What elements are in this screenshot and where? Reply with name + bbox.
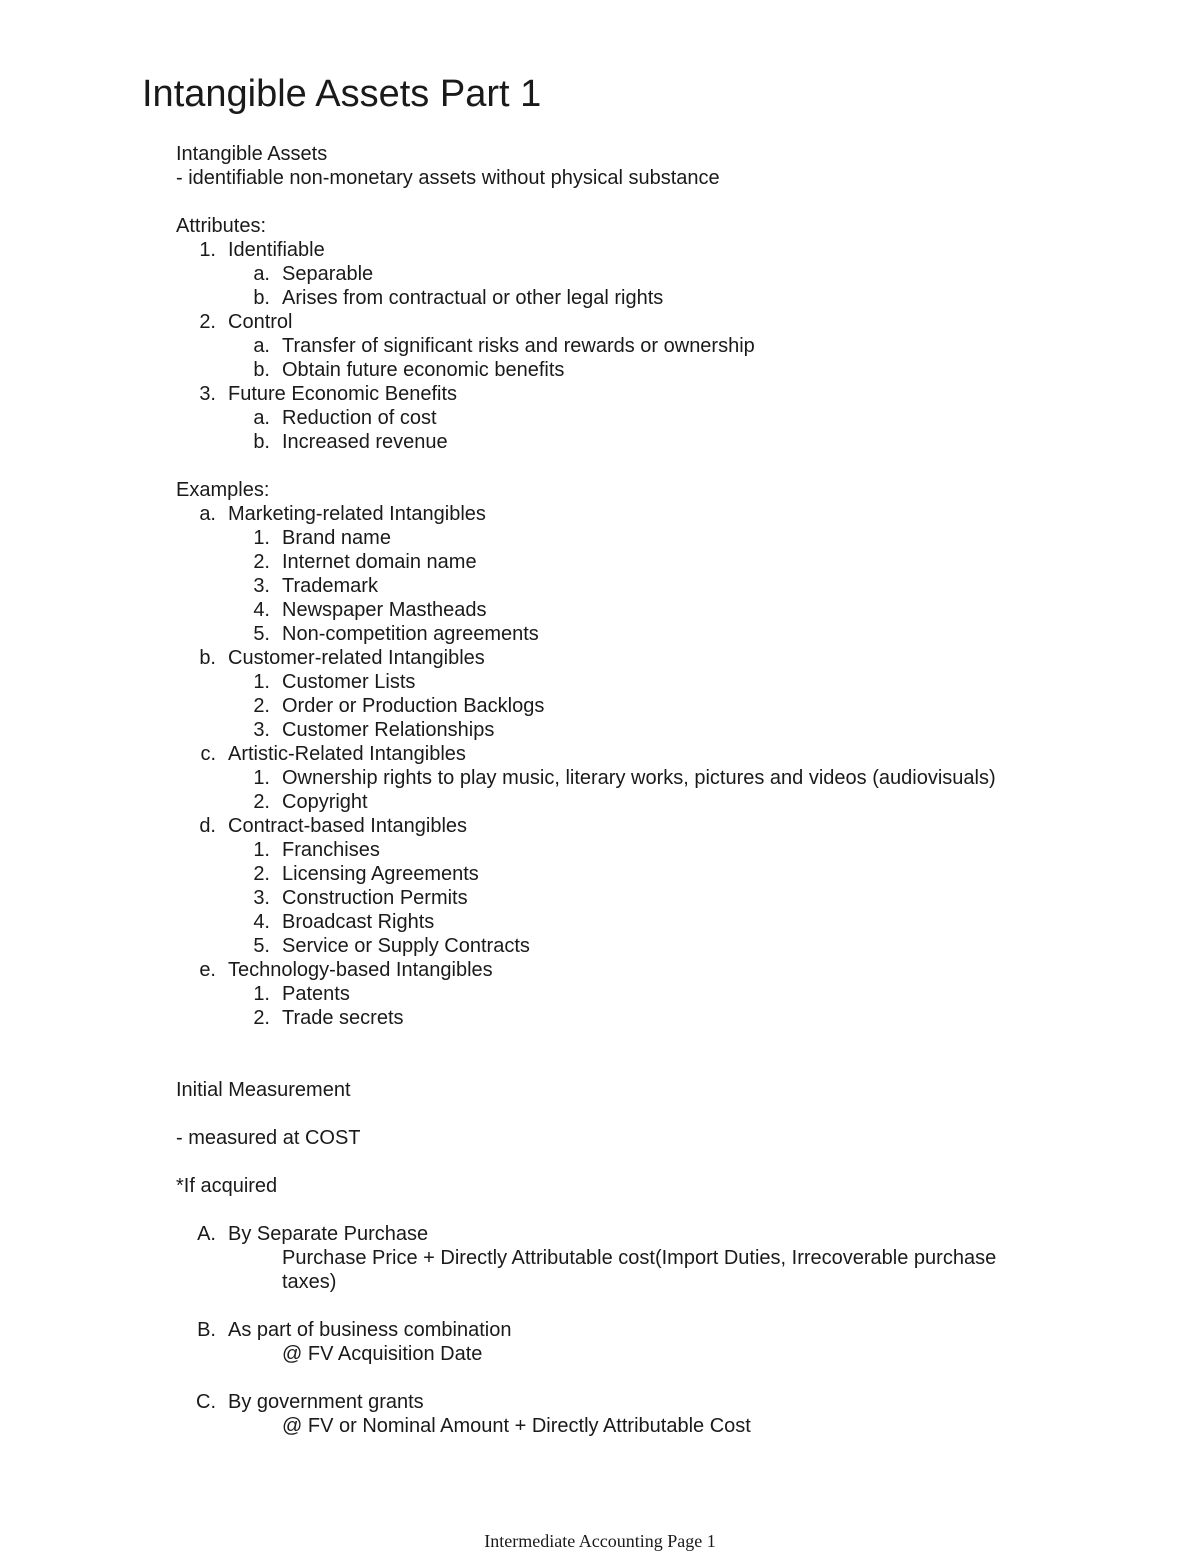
page-footer: Intermediate Accounting Page 1 xyxy=(484,1531,716,1551)
list-marker: 2. xyxy=(253,791,270,813)
list-marker: 1. xyxy=(253,671,270,693)
list-item-label: Reduction of cost xyxy=(282,407,437,429)
list-marker: 3. xyxy=(199,383,216,405)
intro-heading: Intangible Assets xyxy=(176,143,328,165)
sub-list-item xyxy=(176,766,1136,790)
list-item-label: Trade secrets xyxy=(282,1007,404,1029)
measurement-acquired-line: *If acquired xyxy=(176,1175,278,1197)
sub-list-item xyxy=(176,790,1136,814)
list-item-label: Patents xyxy=(282,983,350,1005)
list-marker: a. xyxy=(253,407,270,429)
list-item xyxy=(176,238,1136,262)
list-marker: b. xyxy=(199,647,216,669)
list-item-label: Newspaper Mastheads xyxy=(282,599,487,621)
list-marker: a. xyxy=(253,335,270,357)
measurement-detail: taxes) xyxy=(282,1271,337,1293)
spacer xyxy=(176,1150,1136,1174)
list-item-label: Customer Lists xyxy=(282,671,416,693)
list-item-label: Increased revenue xyxy=(282,431,448,453)
list-marker: C. xyxy=(196,1391,216,1413)
list-item-label: Technology-based Intangibles xyxy=(228,959,493,981)
list-item-label: Internet domain name xyxy=(282,551,477,573)
list-marker: 2. xyxy=(253,863,270,885)
list-item-label: Franchises xyxy=(282,839,380,861)
spacer xyxy=(176,190,1136,214)
spacer xyxy=(176,1054,1136,1078)
list-item-label: By government grants xyxy=(228,1391,424,1413)
list-item-label: Customer-related Intangibles xyxy=(228,647,485,669)
list-marker: 2. xyxy=(253,1007,270,1029)
list-marker: 3. xyxy=(253,575,270,597)
list-item-label: Brand name xyxy=(282,527,391,549)
sub-list-item xyxy=(176,982,1136,1006)
measurement-item xyxy=(176,1390,1136,1414)
list-item-label: Identifiable xyxy=(228,239,325,261)
list-marker: B. xyxy=(197,1319,216,1341)
list-item-label: Broadcast Rights xyxy=(282,911,435,933)
spacer xyxy=(176,1294,1136,1318)
list-marker: 3. xyxy=(253,887,270,909)
spacer xyxy=(176,454,1136,478)
sub-list-item xyxy=(176,910,1136,934)
spacer xyxy=(176,1366,1136,1390)
list-item xyxy=(176,310,1136,334)
measurement-item xyxy=(176,1222,1136,1246)
list-marker: 3. xyxy=(253,719,270,741)
spacer xyxy=(176,1198,1136,1222)
list-item-label: Trademark xyxy=(282,575,378,597)
sub-list-item xyxy=(176,598,1136,622)
list-item-label: Non-competition agreements xyxy=(282,623,539,645)
list-marker: b. xyxy=(253,359,270,381)
list-marker: 1. xyxy=(253,527,270,549)
sub-list-item xyxy=(176,1006,1136,1030)
list-item-label: Customer Relationships xyxy=(282,719,495,741)
sub-list-item xyxy=(176,334,1136,358)
sub-list-item xyxy=(176,862,1136,886)
list-item-label: By Separate Purchase xyxy=(228,1223,429,1245)
list-item xyxy=(176,814,1136,838)
sub-list-item xyxy=(176,406,1136,430)
sub-list-item xyxy=(176,718,1136,742)
measurement-item xyxy=(176,1318,1136,1342)
sub-list-item xyxy=(176,574,1136,598)
list-item-label: Artistic-Related Intangibles xyxy=(228,743,466,765)
examples-heading: Examples: xyxy=(176,479,270,501)
spacer xyxy=(176,1030,1136,1054)
list-marker: b. xyxy=(253,431,270,453)
sub-list-item xyxy=(176,670,1136,694)
list-item-label: Ownership rights to play music, literary works, pictures and videos (audiovisuals) xyxy=(282,767,996,789)
list-marker: 2. xyxy=(253,551,270,573)
sub-list-item xyxy=(176,526,1136,550)
list-marker: 5. xyxy=(253,623,270,645)
list-item-label: Licensing Agreements xyxy=(282,863,479,885)
list-item-label: Future Economic Benefits xyxy=(228,383,457,405)
list-item-label: Construction Permits xyxy=(282,887,468,909)
sub-list-item xyxy=(176,622,1136,646)
list-marker: 1. xyxy=(253,767,270,789)
list-marker: a. xyxy=(199,503,216,525)
list-item-label: Transfer of significant risks and rewards or ownership xyxy=(282,335,755,357)
list-item xyxy=(176,646,1136,670)
intro-definition: - identifiable non-monetary assets without physical substance xyxy=(176,167,720,189)
measurement-list xyxy=(176,1222,1136,1438)
list-marker: 1. xyxy=(253,839,270,861)
list-marker: 2. xyxy=(253,695,270,717)
list-item-label: Separable xyxy=(282,263,374,285)
list-item-label: Marketing-related Intangibles xyxy=(228,503,486,525)
sub-list-item xyxy=(176,358,1136,382)
sub-list-item xyxy=(176,886,1136,910)
sub-list-item xyxy=(176,934,1136,958)
list-marker: a. xyxy=(253,263,270,285)
list-item xyxy=(176,958,1136,982)
sub-list-item xyxy=(176,838,1136,862)
list-marker: 5. xyxy=(253,935,270,957)
measurement-detail: @ FV or Nominal Amount + Directly Attributable Cost xyxy=(282,1415,751,1437)
sub-list-item xyxy=(176,286,1136,310)
list-marker: 4. xyxy=(253,911,270,933)
attributes-list xyxy=(176,238,1136,454)
list-item-label: Order or Production Backlogs xyxy=(282,695,545,717)
page-title: Intangible Assets Part 1 xyxy=(142,73,542,115)
spacer xyxy=(176,1102,1136,1126)
sub-list-item xyxy=(176,550,1136,574)
measurement-detail: Purchase Price + Directly Attributable cost(Import Duties, Irrecoverable purchase xyxy=(282,1247,997,1269)
list-marker: 4. xyxy=(253,599,270,621)
list-marker: 1. xyxy=(253,983,270,1005)
measurement-heading: Initial Measurement xyxy=(176,1079,351,1101)
list-marker: d. xyxy=(199,815,216,837)
list-item-label: Arises from contractual or other legal rights xyxy=(282,287,664,309)
list-marker: b. xyxy=(253,287,270,309)
document-body xyxy=(176,142,1136,1438)
list-item-label: Obtain future economic benefits xyxy=(282,359,565,381)
sub-list-item xyxy=(176,262,1136,286)
list-marker: 1. xyxy=(199,239,216,261)
list-item xyxy=(176,382,1136,406)
list-marker: c. xyxy=(200,743,216,765)
list-item-label: Service or Supply Contracts xyxy=(282,935,530,957)
list-item-label: Contract-based Intangibles xyxy=(228,815,468,837)
measurement-cost-line: - measured at COST xyxy=(176,1127,361,1149)
sub-list-item xyxy=(176,694,1136,718)
list-item-label: Copyright xyxy=(282,791,368,813)
list-item-label: As part of business combination xyxy=(228,1319,512,1341)
measurement-detail: @ FV Acquisition Date xyxy=(282,1343,483,1365)
list-item xyxy=(176,502,1136,526)
list-item xyxy=(176,742,1136,766)
attributes-heading: Attributes: xyxy=(176,215,267,237)
list-marker: e. xyxy=(199,959,216,981)
examples-list xyxy=(176,502,1136,1030)
list-marker: A. xyxy=(197,1223,216,1245)
list-marker: 2. xyxy=(199,311,216,333)
sub-list-item xyxy=(176,430,1136,454)
list-item-label: Control xyxy=(228,311,293,333)
